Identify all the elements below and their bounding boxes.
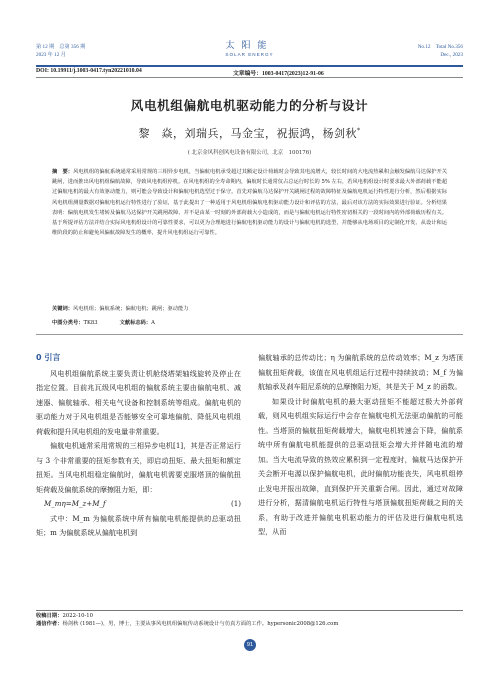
journal-issue-right xyxy=(418,43,463,59)
keywords-label: 关键词： xyxy=(52,306,73,312)
footnote-rule xyxy=(36,610,463,611)
equation-number: (1) xyxy=(230,499,241,508)
paper-title: 风电机组偏航电机驱动能力的分析与设计 xyxy=(130,98,369,113)
abstract-label: 摘 要： xyxy=(52,169,74,175)
keywords xyxy=(52,304,447,312)
issue-date-en: Dec., 2023 xyxy=(440,52,463,58)
article-number: 文章编号：1003-0417(2023)12-91-06 xyxy=(233,71,324,77)
doc-code: A xyxy=(151,320,155,326)
doc-code-label: 文献标志码： xyxy=(119,320,152,326)
doi-line xyxy=(36,68,463,77)
issue-line-en: No.12 Total No.356 xyxy=(417,44,463,50)
journal-name-cn: 太阳能 xyxy=(225,41,274,51)
paragraph: 如果设计时偏航电机的最大驱动扭矩不能超过极大外部荷载，则风电机组实际运行中会存在偏航电机无法驱动偏航的可能性。当塔顶的偏航扭矩荷载增大，偏航电机转速会下降，偏航系统中所有偏航电机能提供的总驱动扭矩会增大并伴随电流的增加。当大电流导致的热效应累积到一定程度时，偏航马达保护开关会断开电源以保护偏航电机，此时偏航功能丧失，风电机组停止发电并报出故障，直到保护开关重新合闸。因此，通过对故障进行分析，据清偏航电机运行特性与塔顶偏航扭矩荷载之间的关系，有助于改进并偏航电机驱动能力的评估及进行偏航电机选型，从而 xyxy=(258,396,463,536)
paragraph: 偏航电机通常采用常规的三相异步电机[1]，其是否正常运行与 3 个非常重要的扭矩参数有关，即启动扭矩、最大扭矩和额定扭矩。当风电机组稳定偏航时，偏航电机需要克服塔顶的偏航扭矩荷载及偏航系统的摩擦阻力矩，即： xyxy=(36,441,241,494)
author-list xyxy=(0,125,499,141)
abstract xyxy=(52,167,447,238)
received-value: 2022-10-10 xyxy=(62,613,94,619)
journal-name-en: SOLAR ENERGY xyxy=(225,52,274,57)
paragraph: 风电机组偏航系统主要负责让机舱绕塔架轴线旋转及停止在指定位置。目前兆瓦级风电机组的偏航系统主要由偏航电机、减速器、偏航轴承、相关电气设备和控制系统等组成。偏航电机的驱动能力对于风电机组是否能够安全可靠地偏航、降低风电机组荷载和提升风电机组的发电量非常重要。 xyxy=(36,368,241,436)
affiliation: ( 北京金风科创风电设备有限公司，北京 100176) xyxy=(187,150,312,156)
classification xyxy=(52,318,155,326)
column-left xyxy=(36,351,241,541)
equation-1 xyxy=(36,497,241,512)
header-rule xyxy=(36,65,463,67)
paragraph: 偏航轴承的总传动比；η 为偏航系统的总传动效率；M_z 为塔顶偏航扭矩荷载，该值在风电机组运行过程中持续波动；M_f 为偏航轴承及刹车阻尼系统的总摩擦阻力矩，其是关于 M_z 的函数。 xyxy=(258,353,463,391)
page-number: 91 xyxy=(244,639,256,651)
author-label: 通信作者： xyxy=(36,621,63,627)
keywords-text: 风电机组；偏航系统；偏航电机；跳闸；驱动能力 xyxy=(73,306,189,312)
abstract-text: 风电机组的偏航系统通常采用常规的三相异步电机，当偏航电机承受超过其额定设计荷载时会导致其电流增大，较长时间的大电流热累积会触发偏航马达保护开关跳闸，进而推出风电机组偏航故障，导致风电机组停机。在风电机组的全寿命期内，偏航时长通常仅占总运行时长的 5% 左右，若风电机组设计时要求最大外部荷载不能超过偏航电机的最大有效驱动能力，则可能会导致设计和偏航电机选型过于保守。首先对偏航马达保护开关跳闸过程的故障特征及偏航电机运行特性进行分析，然后根据实际风电机组测量数据对偏航电机运行特性进行了验证，基于此提出了一种适用于风电机组偏航电机驱动能力设计和评估的方法，最后对该方法的实际效果进行验证。分析结果表明：偏航电机发生堵转及偏航马达保护开关跳闸故障，并不是由某一时刻的外部荷载大小造成的，而是与偏航电机运行特性密切相关的一段时间内的外部荷载历程有关。基于所提评估方法并结合实际风电机组设计的可靠性要求，可以更为合理地进行偏航电机驱动能力的设计与偏航电机的选型，并能够从电场项目的定制化开发、从设计和运维阶段的防止和避免风偏航故障发生的概率，提升风电机组运行可靠性。 xyxy=(52,169,448,237)
equation-text: M_mη=M_z+M_f xyxy=(44,499,106,508)
received-date xyxy=(36,612,463,620)
clc-code: TK83 xyxy=(83,320,98,326)
doi: DOI: 10.19911/j.1003-0417.tyn20221010.04 xyxy=(36,68,142,74)
doi-rule xyxy=(36,77,463,78)
column-right xyxy=(258,351,463,540)
corresponding-mark: * xyxy=(357,127,361,135)
issue-date: 2023 年 12 月 xyxy=(36,52,66,58)
paragraph: 式中：M_m 为偏航系统中所有偏航电机能提供的总驱动扭矩；m 为偏航系统从偏航电机到 xyxy=(36,513,241,537)
clc-label: 中图分类号： xyxy=(52,320,84,326)
issue-line: 第 12 期 总第 356 期 xyxy=(36,44,86,50)
author-info: 杨剑秋 (1981—)，男，博士，主要从事风电机组偏航传动系统设计与仿真方面的工作。hypersonic2008@126.com xyxy=(62,621,339,627)
corresponding-author xyxy=(36,620,463,628)
received-label: 收稿日期： xyxy=(36,613,63,619)
section-heading-intro: 0 引言 xyxy=(36,353,61,362)
authors-text: 黎 焱，刘瑞兵，马金宝，祝振鸿，杨剑秋 xyxy=(138,127,357,140)
section-rule xyxy=(36,334,463,335)
